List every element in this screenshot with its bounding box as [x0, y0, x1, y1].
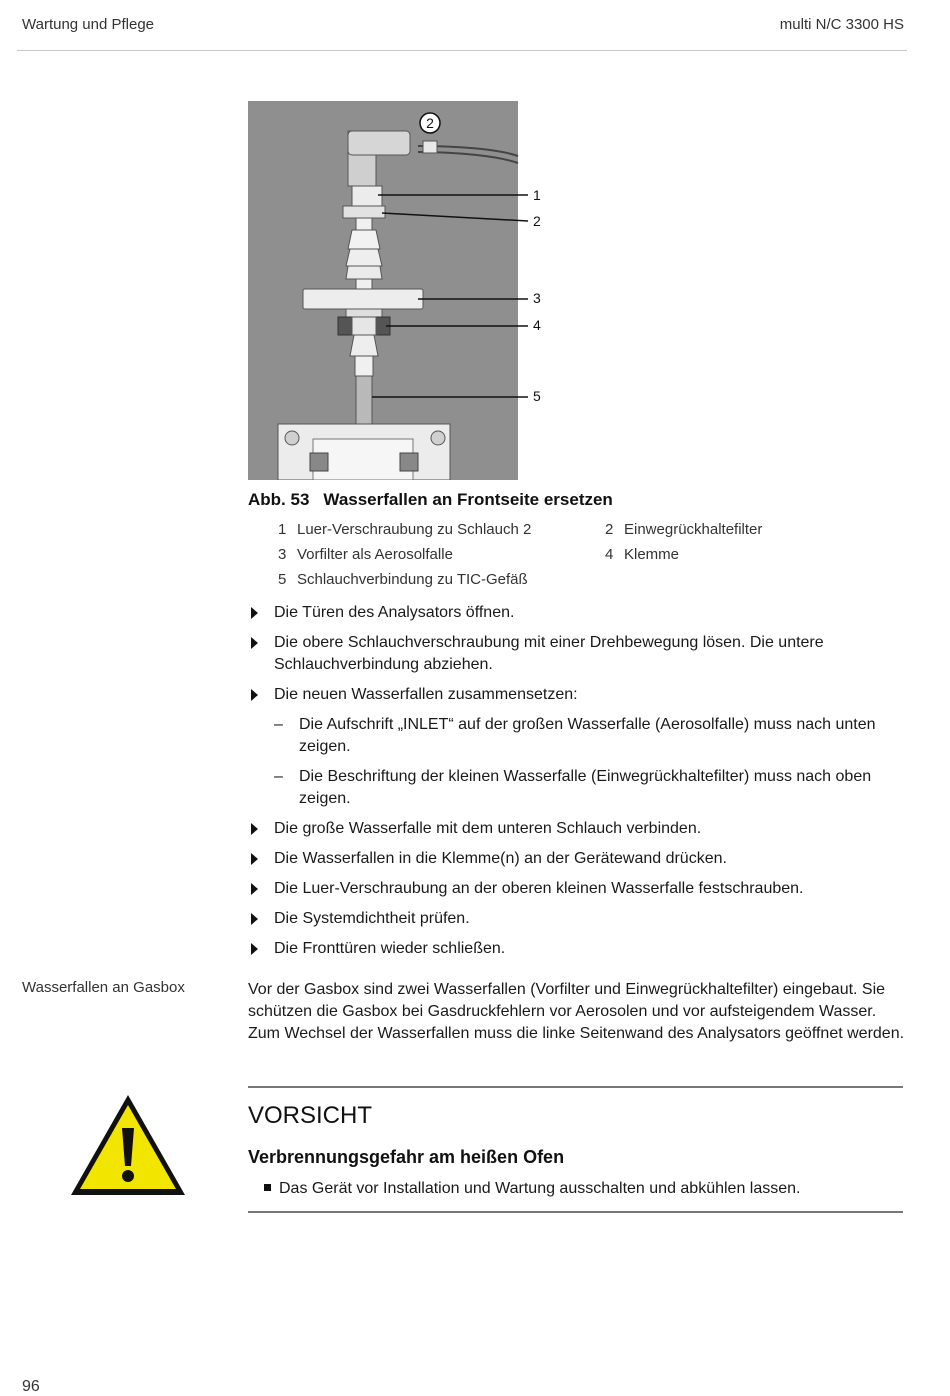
callout-5: 5	[533, 388, 541, 404]
step-item: Die Türen des Analysators öffnen.	[248, 602, 908, 624]
step-item: Die Luer-Verschraubung an der oberen kleinen Wasserfalle festschrauben.	[248, 878, 908, 900]
substep-item: – Die Aufschrift „INLET“ auf der großen Wasserfalle (Aerosolfalle) muss nach unten zeigen.	[274, 716, 876, 755]
legend-item: 4 Klemme	[605, 546, 680, 563]
step-item: Die große Wasserfalle mit dem unteren Schlauch verbinden.	[248, 818, 908, 840]
callout-3: 3	[533, 290, 541, 306]
legend-item: 5 Schlauchverbindung zu TIC-Gefäß	[278, 571, 528, 588]
step-item: Die obere Schlauchverschraubung mit einer Drehbewegung lösen. Die untere Schlauchverbindung abziehen.	[248, 632, 908, 676]
step-item: Die neuen Wasserfallen zusammensetzen:	[248, 684, 908, 706]
page-number: 96	[22, 1378, 40, 1395]
callout-1: 1	[533, 187, 541, 203]
arrow-bullet-icon	[251, 883, 258, 895]
warning-title: VORSICHT	[248, 1102, 373, 1129]
step-item: Die Systemdichtheit prüfen.	[248, 908, 908, 930]
header-divider	[17, 50, 907, 51]
warning-top-rule	[248, 1086, 903, 1088]
caption-number: Abb. 53	[248, 490, 310, 509]
warning-triangle-icon	[68, 1092, 188, 1198]
callout-4: 4	[533, 317, 541, 333]
square-bullet-icon	[264, 1184, 271, 1191]
legend-item: 2 Einwegrückhaltefilter	[605, 521, 763, 538]
figure-caption	[248, 490, 613, 510]
instruction-steps	[248, 602, 908, 968]
arrow-bullet-icon	[251, 689, 258, 701]
legend-item: 3 Vorfilter als Aerosolfalle	[278, 546, 453, 563]
arrow-bullet-icon	[251, 853, 258, 865]
arrow-bullet-icon	[251, 943, 258, 955]
callout-2: 2	[533, 213, 541, 229]
warning-subtitle: Verbrennungsgefahr am heißen Ofen	[248, 1147, 565, 1167]
header-product-name: multi N/C 3300 HS	[779, 16, 904, 33]
margin-label: Wasserfallen an Gasbox	[22, 979, 185, 996]
section-paragraph: Vor der Gasbox sind zwei Wasserfallen (Vorfilter und Einwegrückhaltefilter) eingebaut. Sie schützen die Gasbox bei Gasdruckfehlern vor Aerosolen und vor aufsteigendem Wasser. Zum Wechsel der Wasserfallen muss die linke Seitenwand des Analysators geöffnet werden.	[248, 981, 905, 1042]
step-item: Die Fronttüren wieder schließen.	[248, 938, 908, 960]
header-section-title: Wartung und Pflege	[22, 16, 155, 33]
arrow-bullet-icon	[251, 913, 258, 925]
warning-item: Das Gerät vor Installation und Wartung ausschalten und abkühlen lassen.	[264, 1180, 801, 1198]
substep-item: – Die Beschriftung der kleinen Wasserfalle (Einwegrückhaltefilter) muss nach oben zeigen.	[274, 768, 872, 807]
caption-text: Wasserfallen an Frontseite ersetzen	[323, 490, 613, 509]
legend-item: 1 Luer-Verschraubung zu Schlauch 2	[278, 521, 532, 538]
warning-bottom-rule	[248, 1211, 903, 1213]
step-item: Die Wasserfallen in die Klemme(n) an der Gerätewand drücken.	[248, 848, 908, 870]
callout-top-2: 2	[426, 115, 434, 131]
arrow-bullet-icon	[251, 607, 258, 619]
water-trap-figure	[248, 101, 558, 480]
arrow-bullet-icon	[251, 823, 258, 835]
arrow-bullet-icon	[251, 637, 258, 649]
